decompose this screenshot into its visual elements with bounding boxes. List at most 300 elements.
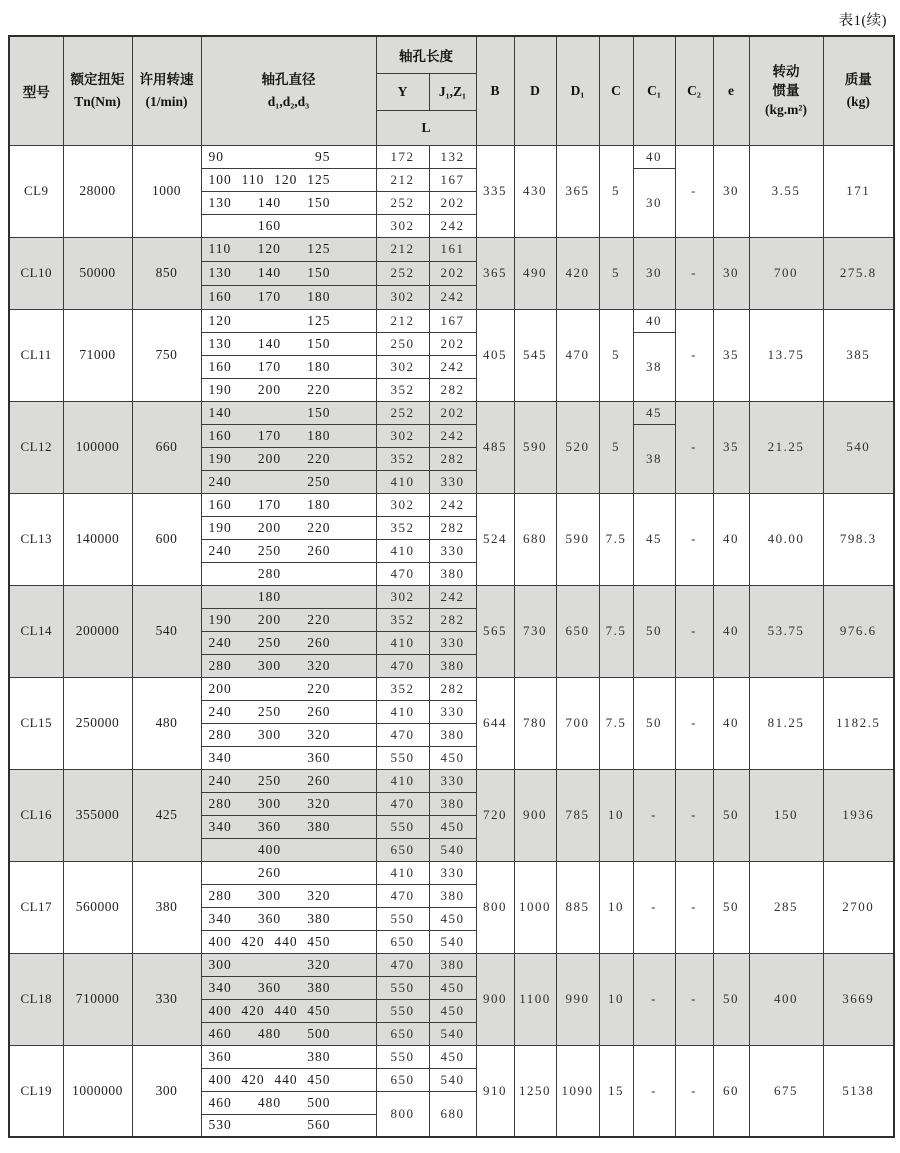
length-j-cell: 202 — [429, 401, 476, 424]
c2-cell: - — [675, 309, 713, 401]
torque-cell: 560000 — [63, 861, 132, 953]
diameter-cell — [201, 424, 376, 447]
col-header-model: 型号 — [9, 36, 63, 145]
diameter-value: 250 — [257, 703, 282, 719]
diameter-value: 130 — [208, 265, 232, 280]
diameter-cell — [201, 493, 376, 516]
length-y-cell: 470 — [376, 562, 429, 585]
c-cell: 7.5 — [599, 677, 633, 769]
torque-header-unit: Tn(Nm) — [74, 94, 121, 110]
diameter-value: 380 — [307, 910, 331, 926]
diameter-values — [202, 195, 376, 211]
diameter-value: 530 — [208, 1117, 232, 1133]
diameter-cell — [201, 309, 376, 332]
b-cell: 524 — [476, 493, 514, 585]
diameter-value: 260 — [307, 703, 331, 719]
torque-cell: 355000 — [63, 769, 132, 861]
speed-cell: 660 — [132, 401, 201, 493]
length-j-cell: 282 — [429, 378, 476, 401]
speed-cell: 850 — [132, 237, 201, 309]
length-y-cell: 352 — [376, 608, 429, 631]
diameter-cell — [201, 815, 376, 838]
b-cell: 900 — [476, 953, 514, 1045]
length-y-cell: 172 — [376, 145, 429, 168]
diameter-value: 125 — [307, 171, 331, 187]
torque-cell: 200000 — [63, 585, 132, 677]
col-header-d: D — [514, 36, 556, 145]
diameter-values — [202, 405, 376, 421]
speed-header-unit: (1/min) — [145, 94, 188, 110]
d-cell: 1250 — [514, 1045, 556, 1137]
c-cell: 5 — [599, 401, 633, 493]
diameter-value: 460 — [208, 1094, 232, 1110]
diameter-values — [202, 612, 376, 628]
col-header-length-group: 轴孔长度 — [376, 36, 476, 73]
diameter-value: 250 — [257, 772, 282, 788]
length-y-cell: 550 — [376, 746, 429, 769]
spec-table-header — [9, 36, 894, 145]
diameter-value: 110 — [241, 171, 265, 187]
b-cell: 565 — [476, 585, 514, 677]
speed-cell: 750 — [132, 309, 201, 401]
length-j-cell: 680 — [429, 1091, 476, 1137]
length-j-cell: 380 — [429, 562, 476, 585]
d-cell: 430 — [514, 145, 556, 237]
d1-cell: 470 — [556, 309, 599, 401]
diameter-value: 340 — [208, 979, 232, 995]
diameter-cell — [201, 447, 376, 470]
e-cell: 35 — [713, 309, 749, 401]
diameter-value: 300 — [257, 887, 282, 903]
d-cell: 590 — [514, 401, 556, 493]
length-y-cell: 302 — [376, 424, 429, 447]
spec-table-body — [9, 145, 894, 1137]
col-header-diameter — [201, 36, 376, 145]
length-y-cell: 302 — [376, 285, 429, 309]
length-j-cell: 540 — [429, 1022, 476, 1045]
length-j-cell: 242 — [429, 424, 476, 447]
c-cell: 5 — [599, 145, 633, 237]
model-cell: CL11 — [9, 309, 63, 401]
mass-cell: 540 — [823, 401, 894, 493]
diameter-values — [202, 497, 376, 513]
diameter-value: 380 — [307, 979, 331, 995]
table-row — [9, 677, 894, 700]
length-y-cell: 470 — [376, 792, 429, 815]
diameter-values — [202, 911, 376, 927]
table-caption: 表1(续) — [838, 13, 887, 29]
diameter-values — [202, 1003, 376, 1019]
col-header-speed — [132, 36, 201, 145]
diameter-cell — [201, 168, 376, 191]
diameter-value: 400 — [257, 841, 282, 857]
c-cell: 10 — [599, 953, 633, 1045]
e-cell: 40 — [713, 677, 749, 769]
col-header-d1: D₁ — [556, 36, 599, 145]
diameter-values — [202, 796, 376, 812]
length-y-cell: 410 — [376, 470, 429, 493]
diameter-values — [202, 865, 376, 881]
length-y-cell: 650 — [376, 1068, 429, 1091]
spec-table — [8, 35, 895, 1138]
model-cell: CL14 — [9, 585, 63, 677]
mass-cell: 976.6 — [823, 585, 894, 677]
diameter-values — [202, 980, 376, 996]
model-cell: CL19 — [9, 1045, 63, 1137]
diameter-value: 440 — [274, 1071, 298, 1087]
diameter-cell — [201, 261, 376, 285]
diameter-values — [202, 149, 376, 165]
diameter-cell — [201, 1045, 376, 1068]
c-cell: 15 — [599, 1045, 633, 1137]
diameter-value: 250 — [307, 473, 331, 489]
col-header-e: e — [713, 36, 749, 145]
diameter-values — [202, 428, 376, 444]
diameter-value: 260 — [307, 542, 331, 558]
b-cell: 335 — [476, 145, 514, 237]
length-y-cell: 470 — [376, 884, 429, 907]
diameter-values — [202, 842, 376, 858]
inertia-cell: 700 — [749, 237, 823, 309]
diameter-values — [202, 934, 376, 950]
mass-cell: 171 — [823, 145, 894, 237]
diameter-cell — [201, 1091, 376, 1114]
diameter-value: 500 — [307, 1025, 331, 1041]
diameter-cell — [201, 861, 376, 884]
diameter-value: 300 — [257, 726, 282, 742]
length-j-cell: 282 — [429, 677, 476, 700]
length-y-cell: 410 — [376, 700, 429, 723]
diameter-cell — [201, 1068, 376, 1091]
diameter-value: 360 — [257, 818, 282, 834]
torque-cell: 28000 — [63, 145, 132, 237]
b-cell: 405 — [476, 309, 514, 401]
length-y-cell: 352 — [376, 677, 429, 700]
length-y-cell: 470 — [376, 723, 429, 746]
diameter-value: 420 — [241, 933, 265, 949]
e-cell: 50 — [713, 861, 749, 953]
speed-cell: 600 — [132, 493, 201, 585]
diameter-value: 120 — [208, 312, 232, 328]
length-j-cell: 450 — [429, 1045, 476, 1068]
model-cell: CL16 — [9, 769, 63, 861]
c2-cell: - — [675, 493, 713, 585]
diameter-values — [202, 382, 376, 398]
diameter-value: 320 — [307, 726, 331, 742]
d-cell: 1100 — [514, 953, 556, 1045]
length-j-cell: 540 — [429, 930, 476, 953]
length-j-cell: 242 — [429, 285, 476, 309]
diameter-cell — [201, 214, 376, 237]
e-cell: 30 — [713, 145, 749, 237]
c1-bottom-cell: 30 — [633, 168, 675, 237]
b-cell: 800 — [476, 861, 514, 953]
d1-cell: 990 — [556, 953, 599, 1045]
diameter-values — [202, 773, 376, 789]
length-y-cell: 470 — [376, 953, 429, 976]
inertia-cell: 81.25 — [749, 677, 823, 769]
d1-cell: 785 — [556, 769, 599, 861]
length-y-cell: 650 — [376, 838, 429, 861]
diameter-value: 460 — [208, 1025, 232, 1041]
d-cell: 1000 — [514, 861, 556, 953]
e-cell: 40 — [713, 493, 749, 585]
diameter-values — [202, 241, 376, 257]
c1-cell: 50 — [633, 677, 675, 769]
diameter-value: 400 — [208, 1002, 232, 1018]
c-cell: 7.5 — [599, 493, 633, 585]
c1-cell: - — [633, 861, 675, 953]
d-cell: 900 — [514, 769, 556, 861]
diameter-value: 200 — [257, 450, 282, 466]
mass-cell: 1182.5 — [823, 677, 894, 769]
diameter-cell — [201, 792, 376, 815]
diameter-cell — [201, 378, 376, 401]
torque-cell: 1000000 — [63, 1045, 132, 1137]
diameter-cell — [201, 838, 376, 861]
diameter-value: 480 — [257, 1094, 282, 1110]
length-y-cell: 212 — [376, 309, 429, 332]
d-cell: 490 — [514, 237, 556, 309]
table-row — [9, 585, 894, 608]
length-y-cell: 550 — [376, 907, 429, 930]
diameter-value: 220 — [307, 381, 331, 397]
length-j-cell: 380 — [429, 884, 476, 907]
length-y-cell: 550 — [376, 976, 429, 999]
diameter-cell — [201, 355, 376, 378]
length-y-cell: 352 — [376, 378, 429, 401]
c2-cell: - — [675, 1045, 713, 1137]
c2-cell: - — [675, 145, 713, 237]
c2-cell: - — [675, 953, 713, 1045]
length-j-cell: 450 — [429, 999, 476, 1022]
d1-cell: 1090 — [556, 1045, 599, 1137]
diameter-value: 170 — [257, 358, 282, 374]
length-j-cell: 167 — [429, 309, 476, 332]
diameter-cell — [201, 677, 376, 700]
diameter-value: 170 — [257, 427, 282, 443]
diameter-cell — [201, 930, 376, 953]
c2-cell: - — [675, 401, 713, 493]
diameter-values — [202, 658, 376, 674]
diameter-value: 260 — [307, 772, 331, 788]
d1-cell: 520 — [556, 401, 599, 493]
length-y-cell: 410 — [376, 861, 429, 884]
length-j-cell: 282 — [429, 608, 476, 631]
col-header-length-j: J₁,Z₁ — [429, 73, 476, 110]
diameter-value: 320 — [307, 795, 331, 811]
diameter-cell — [201, 746, 376, 769]
diameter-value: 360 — [257, 910, 282, 926]
length-j-cell: 330 — [429, 861, 476, 884]
c1-top-cell: 45 — [633, 401, 675, 424]
diameter-values — [202, 289, 376, 305]
diameter-cell — [201, 332, 376, 355]
length-y-cell: 650 — [376, 930, 429, 953]
diameter-value: 200 — [208, 680, 232, 696]
model-cell: CL18 — [9, 953, 63, 1045]
diameter-cell — [201, 723, 376, 746]
diameter-value: 160 — [208, 496, 232, 512]
speed-cell: 300 — [132, 1045, 201, 1137]
length-y-cell: 252 — [376, 191, 429, 214]
diameter-value: 280 — [257, 565, 282, 581]
length-j-cell: 380 — [429, 723, 476, 746]
torque-cell: 71000 — [63, 309, 132, 401]
d1-cell: 885 — [556, 861, 599, 953]
b-cell: 910 — [476, 1045, 514, 1137]
c-cell: 7.5 — [599, 585, 633, 677]
diameter-value: 180 — [257, 588, 282, 604]
diameter-values — [202, 265, 376, 281]
diameter-value: 170 — [257, 496, 282, 512]
diameter-value: 380 — [307, 818, 331, 834]
mass-cell: 3669 — [823, 953, 894, 1045]
diameter-value: 190 — [208, 611, 232, 627]
torque-header-cn: 额定扭矩 — [70, 72, 125, 88]
length-j-cell: 450 — [429, 907, 476, 930]
inertia-header-cn1: 转动 — [772, 64, 800, 80]
diameter-value: 280 — [208, 657, 232, 673]
mass-cell: 2700 — [823, 861, 894, 953]
diameter-cell — [201, 191, 376, 214]
inertia-cell: 21.25 — [749, 401, 823, 493]
diameter-value: 220 — [307, 611, 331, 627]
diameter-cell — [201, 907, 376, 930]
e-cell: 30 — [713, 237, 749, 309]
diameter-value: 240 — [208, 542, 232, 558]
col-header-inertia — [749, 36, 823, 145]
length-y-cell: 410 — [376, 631, 429, 654]
diameter-value: 200 — [257, 611, 282, 627]
diameter-value: 320 — [307, 887, 331, 903]
diameter-value: 130 — [208, 194, 232, 210]
c1-cell: 45 — [633, 493, 675, 585]
length-j-cell: 242 — [429, 355, 476, 378]
diameter-values — [202, 566, 376, 582]
diameter-header-sym: d₁,d₂,d₃ — [267, 94, 310, 110]
length-j-cell: 330 — [429, 631, 476, 654]
length-j-cell: 161 — [429, 237, 476, 261]
diameter-values — [202, 520, 376, 536]
speed-cell: 380 — [132, 861, 201, 953]
diameter-value: 160 — [257, 217, 282, 233]
diameter-value: 140 — [257, 335, 282, 351]
table-row — [9, 145, 894, 168]
c1-bottom-cell: 38 — [633, 332, 675, 401]
inertia-cell: 3.55 — [749, 145, 823, 237]
diameter-values — [202, 681, 376, 697]
speed-cell: 425 — [132, 769, 201, 861]
diameter-value: 360 — [208, 1048, 232, 1064]
length-y-cell: 302 — [376, 214, 429, 237]
diameter-cell — [201, 608, 376, 631]
col-header-b: B — [476, 36, 514, 145]
diameter-value: 240 — [208, 634, 232, 650]
torque-cell: 140000 — [63, 493, 132, 585]
length-y-cell: 302 — [376, 493, 429, 516]
diameter-values — [202, 359, 376, 375]
length-y-cell: 352 — [376, 516, 429, 539]
table-row — [9, 1045, 894, 1068]
diameter-value: 90 — [208, 148, 224, 164]
model-cell: CL12 — [9, 401, 63, 493]
diameter-value: 220 — [307, 680, 331, 696]
diameter-cell — [201, 539, 376, 562]
col-header-mass — [823, 36, 894, 145]
c1-cell: - — [633, 769, 675, 861]
table-row — [9, 953, 894, 976]
b-cell: 365 — [476, 237, 514, 309]
diameter-cell — [201, 769, 376, 792]
inertia-cell: 40.00 — [749, 493, 823, 585]
e-cell: 60 — [713, 1045, 749, 1137]
length-j-cell: 330 — [429, 700, 476, 723]
length-y-cell: 550 — [376, 815, 429, 838]
length-j-cell: 167 — [429, 168, 476, 191]
table-row — [9, 309, 894, 332]
c2-cell: - — [675, 585, 713, 677]
length-y-cell: 550 — [376, 1045, 429, 1068]
diameter-value: 280 — [208, 726, 232, 742]
diameter-value: 220 — [307, 519, 331, 535]
length-j-cell: 450 — [429, 976, 476, 999]
model-cell: CL9 — [9, 145, 63, 237]
diameter-value: 560 — [307, 1117, 331, 1133]
diameter-cell — [201, 1114, 376, 1137]
speed-cell: 540 — [132, 585, 201, 677]
diameter-value: 400 — [208, 1071, 232, 1087]
c-cell: 10 — [599, 769, 633, 861]
length-j-cell: 282 — [429, 516, 476, 539]
d-cell: 680 — [514, 493, 556, 585]
table-row — [9, 401, 894, 424]
mass-cell: 385 — [823, 309, 894, 401]
length-y-cell: 212 — [376, 168, 429, 191]
diameter-header-cn: 轴孔直径 — [261, 72, 316, 88]
speed-cell: 480 — [132, 677, 201, 769]
diameter-value: 160 — [208, 427, 232, 443]
d1-cell: 700 — [556, 677, 599, 769]
speed-header-cn: 许用转速 — [139, 72, 194, 88]
diameter-values — [202, 1026, 376, 1042]
diameter-value: 140 — [257, 194, 282, 210]
diameter-values — [202, 336, 376, 352]
table-row — [9, 237, 894, 261]
diameter-value: 420 — [241, 1071, 265, 1087]
length-y-cell: 302 — [376, 355, 429, 378]
length-y-cell: 550 — [376, 999, 429, 1022]
c1-cell: - — [633, 1045, 675, 1137]
diameter-value: 260 — [307, 634, 331, 650]
table-row — [9, 861, 894, 884]
inertia-cell: 53.75 — [749, 585, 823, 677]
inertia-cell: 675 — [749, 1045, 823, 1137]
diameter-value: 480 — [257, 1025, 282, 1041]
diameter-values — [202, 451, 376, 467]
c1-cell: - — [633, 953, 675, 1045]
length-j-cell: 242 — [429, 214, 476, 237]
c1-top-cell: 40 — [633, 309, 675, 332]
diameter-values — [202, 1049, 376, 1065]
length-y-cell: 252 — [376, 401, 429, 424]
diameter-values — [202, 727, 376, 743]
length-y-cell: 302 — [376, 585, 429, 608]
b-cell: 644 — [476, 677, 514, 769]
diameter-value: 120 — [257, 241, 281, 256]
b-cell: 485 — [476, 401, 514, 493]
length-y-cell: 250 — [376, 332, 429, 355]
